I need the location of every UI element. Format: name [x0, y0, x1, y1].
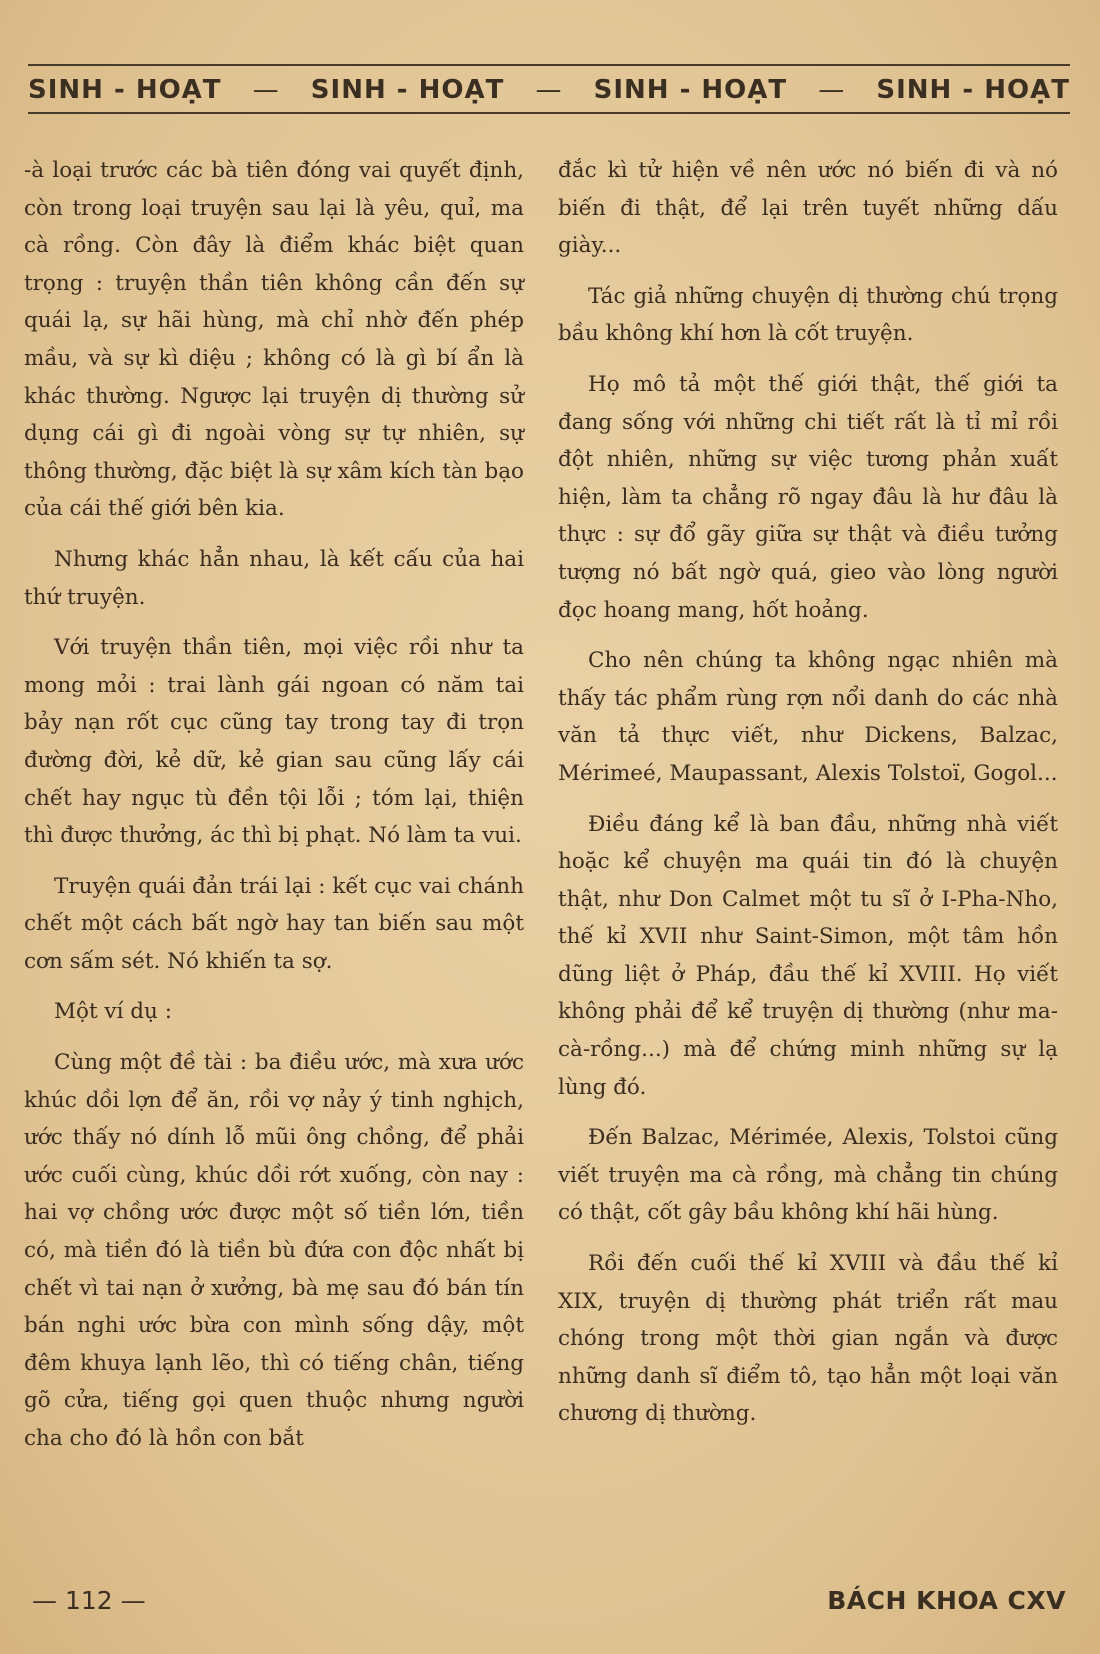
right-column — [558, 152, 1058, 1446]
paragraph: Một ví dụ : — [54, 999, 172, 1025]
header-separator-3: — — [818, 75, 846, 105]
header-item-4: SINH - HOẠT — [876, 75, 1070, 105]
paragraph: Cùng một đề tài : ba điều ước, mà xưa ước khúc dồi lợn để ăn, rồi vợ nảy ý tinh nghịch, ước thấy nó dính lỗ mũi ông chồng, để phải ước cuối cùng, khúc dồi rớt xuống, còn nay : hai vợ chồng ước được một số tiền lớn, tiền có, mà tiền đó là tiền bù đứa con độc nhất bị chết vì tai nạn ở xưởng, bà mẹ sau đó bán tín bán nghi ước bừa con mình sống dậy, một đêm khuya lạnh lẽo, thì có tiếng chân, tiếng gõ cửa, tiếng gọi quen thuộc nhưng người cha cho đó là hồn con bắt — [24, 1050, 524, 1451]
header-item-2: SINH - HOẠT — [310, 75, 505, 105]
page-number: — 112 — — [32, 1585, 146, 1615]
page-footer — [32, 1580, 1066, 1620]
paragraph: Với truyện thần tiên, mọi việc rồi như ta mong mỏi : trai lành gái ngoan có năm tai bảy nạn rốt cục cũng tay trong tay đi trọn đường đời, kẻ dữ, kẻ gian sau cũng lấy cái chết hay ngục tù đền tội lỗi ; tóm lại, thiện thì được thưởng, ác thì bị phạt. Nó làm ta vui. — [24, 635, 524, 849]
paragraph: Điều đáng kể là ban đầu, những nhà viết hoặc kể chuyện ma quái tin đó là chuyện thật, như Don Calmet một tu sĩ ở I-Pha-Nho, thế kỉ XVII như Saint-Simon, một tâm hồn dũng liệt ở Pháp, đầu thế kỉ XVIII. Họ viết không phải để kể truyện dị thường (như ma-cà-rồng...) mà để chứng minh những sự lạ lùng đó. — [558, 811, 1058, 1100]
paragraph: Đến Balzac, Mérimée, Alexis, Tolstoi cũng viết truyện ma cà rồng, mà chẳng tin chúng có thật, cốt gây bầu không khí hãi hùng. — [558, 1125, 1058, 1226]
paragraph: Truyện quái đản trái lại : kết cục vai chánh chết một cách bất ngờ hay tan biến sau một cơn sấm sét. Nó khiến ta sợ. — [24, 873, 524, 974]
header-rule-top — [28, 64, 1070, 66]
left-column — [24, 152, 524, 1471]
header-rule-bottom — [28, 112, 1070, 114]
header-item-1: SINH - HOẠT — [28, 75, 222, 105]
paragraph: Tác giả những chuyện dị thường chú trọng bầu không khí hơn là cốt truyện. — [558, 283, 1058, 347]
paragraph: đắc kì tử hiện về nên ước nó biến đi và nó biến đi thật, để lại trên tuyết những dấu giày... — [558, 158, 1058, 259]
paragraph: Họ mô tả một thế giới thật, thế giới ta đang sống với những chi tiết rất là tỉ mỉ rồi đột nhiên, những sự việc tương phản xuất hiện, làm ta chẳng rõ ngay đâu là hư đâu là thực : sự đổ gãy giữa sự thật và điều tưởng tượng nó bất ngờ quá, gieo vào lòng người đọc hoang mang, hốt hoảng. — [558, 371, 1058, 623]
paragraph: Rồi đến cuối thế kỉ XVIII và đầu thế kỉ XIX, truyện dị thường phát triển rất mau chóng trong một thời gian ngắn và được những danh sĩ điểm tô, tạo hẳn một loại văn chương dị thường. — [558, 1251, 1058, 1427]
header-separator-2: — — [535, 75, 563, 105]
paragraph: -à loại trước các bà tiên đóng vai quyết định, còn trong loại truyện sau lại là yêu, quỉ, ma cà rồng. Còn đây là điểm khác biệt quan trọng : truyện thần tiên không cần đến sự quái lạ, sự hãi hùng, mà chỉ nhờ đến phép mầu, và sự kì diệu ; không có là gì bí ẩn là khác thường. Ngược lại truyện dị thường sử dụng cái gì đi ngoài vòng sự tự nhiên, sự thông thường, đặc biệt là sự xâm kích tàn bạo của cái thế giới bên kia. — [24, 158, 524, 522]
running-header — [28, 72, 1070, 108]
header-separator-1: — — [252, 75, 280, 105]
paragraph: Nhưng khác hẳn nhau, là kết cấu của hai thứ truyện. — [24, 546, 524, 610]
header-item-3: SINH - HOẠT — [593, 75, 788, 105]
paragraph: Cho nên chúng ta không ngạc nhiên mà thấy tác phẩm rùng rợn nổi danh do các nhà văn tả thực viết, như Dickens, Balzac, Mérimeé, Maupassant, Alexis Tolstoï, Gogol... — [558, 648, 1058, 786]
magazine-issue: BÁCH KHOA CXV — [827, 1585, 1066, 1615]
